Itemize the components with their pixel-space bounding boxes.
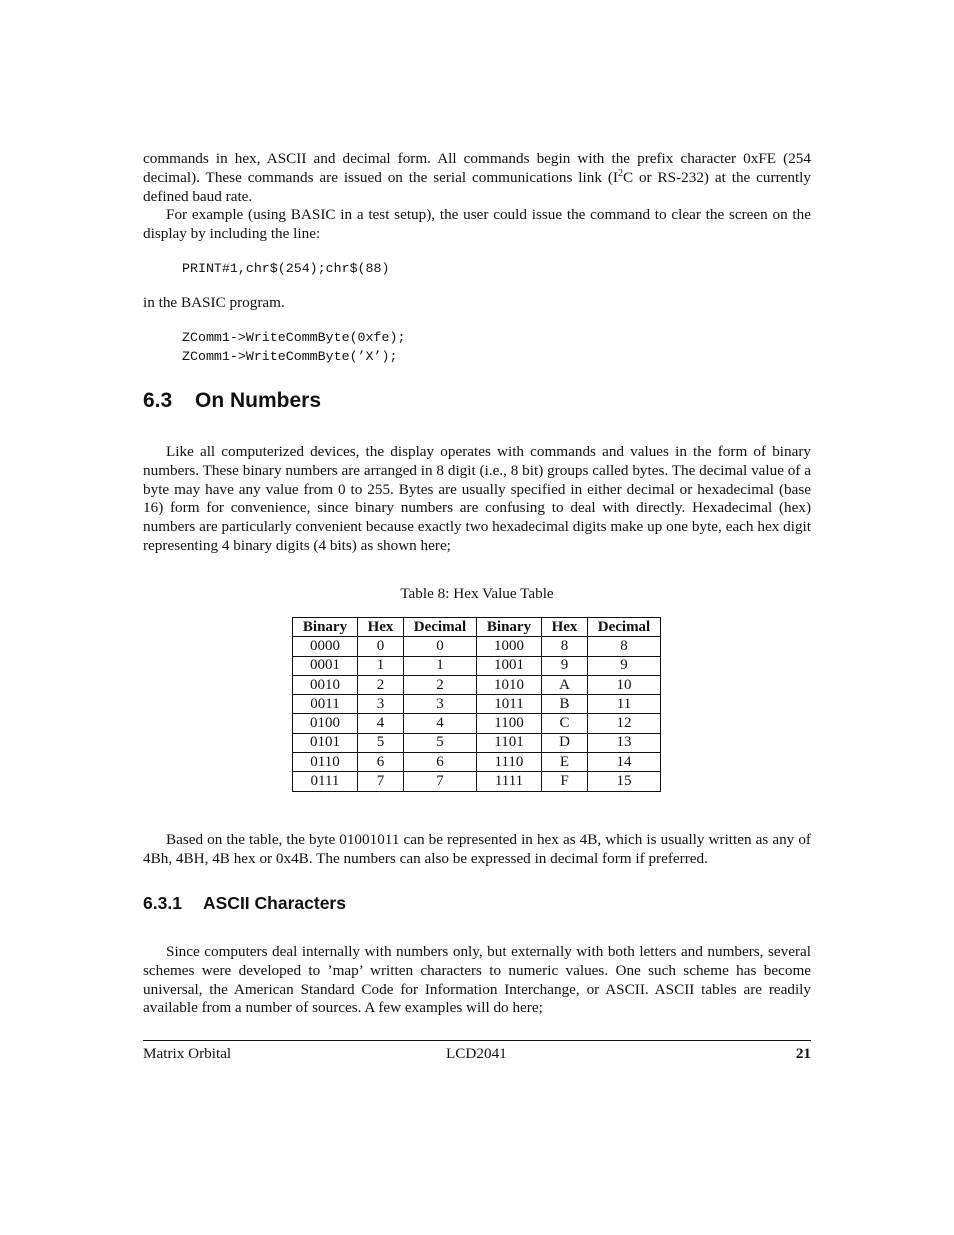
table-cell: 0101 [293, 733, 358, 752]
table-cell: 8 [588, 637, 661, 656]
table-cell: 2 [404, 675, 477, 694]
footer-center: LCD2041 [446, 1045, 507, 1062]
table-cell: 11 [588, 695, 661, 714]
table-caption: Table 8: Hex Value Table [400, 585, 554, 602]
table-cell: 1011 [477, 695, 542, 714]
intro-text-a: commands in hex, ASCII and decimal form. All commands begin with the prefix character 0xFE (254 decimal). These commands are issued on the serial communications link (I [143, 150, 811, 186]
table-cell: 6 [404, 753, 477, 772]
intro-paragraph-2: For example (using BASIC in a test setup), the user could issue the command to clear the screen on the display by including the line: [143, 206, 811, 242]
table-cell: 0000 [293, 637, 358, 656]
table-cell: 0110 [293, 753, 358, 772]
column-header: Binary [477, 618, 542, 637]
table-cell: 15 [588, 772, 661, 791]
table-cell: D [542, 733, 588, 752]
table-cell: 1100 [477, 714, 542, 733]
column-header: Decimal [404, 618, 477, 637]
page-number: 21 [795, 1045, 811, 1062]
table-header-row [293, 618, 661, 637]
table-cell: 9 [588, 656, 661, 675]
table-cell: 5 [358, 733, 404, 752]
table-row [293, 675, 661, 694]
table-row [293, 695, 661, 714]
hex-value-table [292, 617, 661, 792]
code-cpp-line-2: ZComm1->WriteCommByte(’X’); [182, 349, 398, 364]
table-cell: B [542, 695, 588, 714]
table-cell: 1111 [477, 772, 542, 791]
subsection-title: ASCII Characters [203, 893, 346, 913]
footer-left: Matrix Orbital [143, 1045, 232, 1062]
table-cell: 3 [358, 695, 404, 714]
column-header: Hex [358, 618, 404, 637]
intro-text-b: C or RS-232) at the currently defined baud rate. [143, 168, 811, 205]
table-cell: 10 [588, 675, 661, 694]
table-cell: 9 [542, 656, 588, 675]
code-cpp-line-1: ZComm1->WriteCommByte(0xfe); [182, 330, 406, 345]
table-cell: A [542, 675, 588, 694]
table-cell: 1 [404, 656, 477, 675]
table-cell: 5 [404, 733, 477, 752]
table-row [293, 637, 661, 656]
table-cell: 4 [404, 714, 477, 733]
table-cell: 1 [358, 656, 404, 675]
table-cell: 1010 [477, 675, 542, 694]
table-row [293, 656, 661, 675]
table-cell: 7 [404, 772, 477, 791]
table-body [293, 637, 661, 791]
table-cell: 13 [588, 733, 661, 752]
table-cell: 12 [588, 714, 661, 733]
table-cell: F [542, 772, 588, 791]
footer-divider [143, 1040, 811, 1041]
table-cell: 0111 [293, 772, 358, 791]
section-number: 6.3 [143, 389, 173, 412]
after-table-paragraph: Based on the table, the byte 01001011 can be represented in hex as 4B, which is usually written as any of 4Bh, 4BH, 4B hex or 0x4B. The numbers can also be expressed in decimal form if preferred. [143, 831, 811, 867]
intro-paragraph-1 [143, 150, 811, 206]
table-cell: 7 [358, 772, 404, 791]
table-cell: 0 [404, 637, 477, 656]
column-header: Hex [542, 618, 588, 637]
code-basic: PRINT#1,chr$(254);chr$(88) [182, 261, 390, 276]
intro-paragraph-3: in the BASIC program. [143, 294, 285, 311]
column-header: Decimal [588, 618, 661, 637]
table-cell: 0011 [293, 695, 358, 714]
table-cell: C [542, 714, 588, 733]
table-cell: 0 [358, 637, 404, 656]
table-cell: 3 [404, 695, 477, 714]
subsection-heading [143, 893, 346, 914]
table-cell: 14 [588, 753, 661, 772]
section-heading [143, 389, 321, 413]
table-cell: 1101 [477, 733, 542, 752]
table-row [293, 733, 661, 752]
table-cell: 0001 [293, 656, 358, 675]
table-cell: 1000 [477, 637, 542, 656]
table-cell: 4 [358, 714, 404, 733]
subsection-number: 6.3.1 [143, 893, 182, 913]
table-row [293, 714, 661, 733]
section-title: On Numbers [195, 389, 322, 412]
table-row [293, 772, 661, 791]
table-cell: 0010 [293, 675, 358, 694]
subsection-paragraph: Since computers deal internally with numbers only, but externally with both letters and numbers, several schemes were developed to ’map’ written characters to numeric values. One such scheme has become universal, the American Standard Code for Information Interchange, or ASCII. ASCII tables are readily available from a number of sources. A few examples will do here; [143, 943, 811, 1017]
table-cell: 0100 [293, 714, 358, 733]
column-header: Binary [293, 618, 358, 637]
table-cell: 8 [542, 637, 588, 656]
table-cell: 6 [358, 753, 404, 772]
table-cell: 1001 [477, 656, 542, 675]
table-row [293, 753, 661, 772]
table-cell: 2 [358, 675, 404, 694]
table-cell: E [542, 753, 588, 772]
section-paragraph: Like all computerized devices, the display operates with commands and values in the form of binary numbers. These binary numbers are arranged in 8 digit (i.e., 8 bit) groups called bytes. The decimal value of a byte may have any value from 0 to 255. Bytes are usually specified in either decimal or hexadecimal (base 16) form for convenience, since binary numbers are confusing to deal with directly. Hexadecimal (hex) numbers are particularly convenient because exactly two hexadecimal digits make up one byte, each hex digit representing 4 binary digits (4 bits) as shown here; [143, 443, 811, 554]
superscript: 2 [617, 167, 623, 179]
table-cell: 1110 [477, 753, 542, 772]
